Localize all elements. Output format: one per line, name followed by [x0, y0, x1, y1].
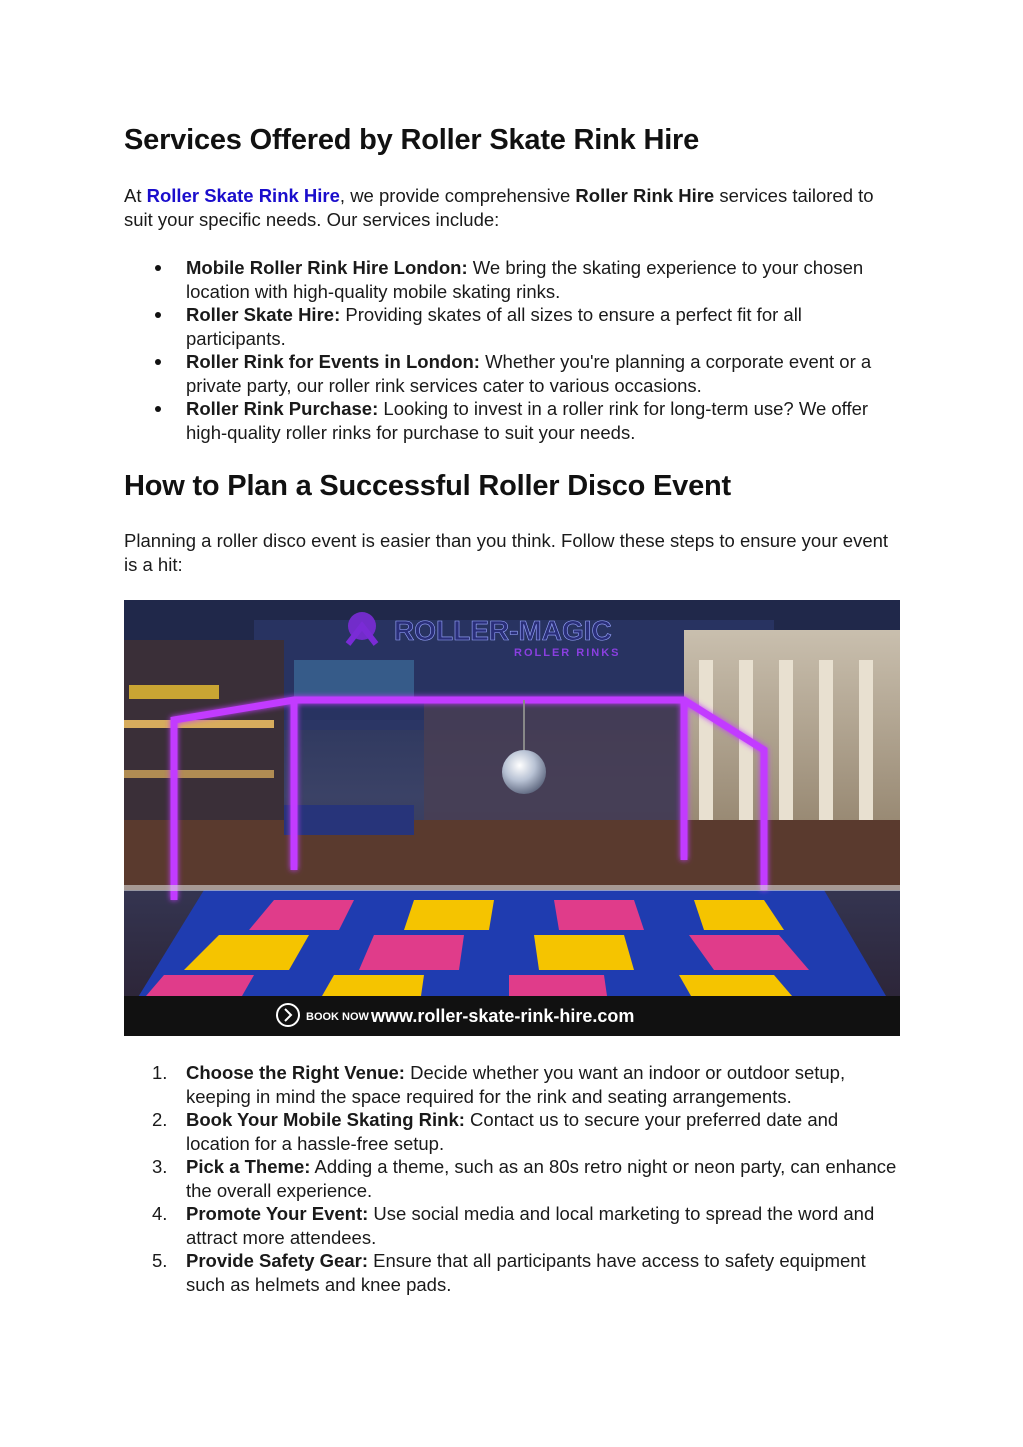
roller-rink-photo	[124, 600, 900, 1036]
plan-intro: Planning a roller disco event is easier than you think. Follow these steps to ensure your event is a hit:	[124, 530, 889, 575]
section-heading-plan: How to Plan a Successful Roller Disco Event	[124, 470, 732, 502]
list-item: Roller Skate Hire: Providing skates of all sizes to ensure a perfect fit for all participants.	[124, 303, 900, 350]
list-item: Roller Rink Purchase: Looking to invest in a roller rink for long-term use? We offer high-quality roller rinks for purchase to suit your needs.	[124, 397, 900, 444]
section-heading-services: Services Offered by Roller Skate Rink Hire	[124, 124, 700, 156]
list-item: 2. Book Your Mobile Skating Rink: Contact us to secure your preferred date and location for a hassle-free setup.	[152, 1109, 839, 1154]
svg-text:ROLLER-MAGIC: ROLLER-MAGIC	[394, 615, 612, 646]
svg-text:ROLLER RINKS: ROLLER RINKS	[514, 647, 621, 659]
list-item: 3. Pick a Theme: Adding a theme, such as an 80s retro night or neon party, can enhance the overall experience.	[152, 1156, 897, 1201]
svg-text:BOOK NOW: BOOK NOW	[306, 1011, 369, 1023]
bullet-icon	[155, 359, 161, 365]
disco-ball-icon	[502, 750, 546, 794]
list-item: Mobile Roller Rink Hire London: We bring the skating experience to your chosen location with high-quality mobile skating rinks.	[124, 256, 900, 303]
bullet-icon	[155, 406, 161, 412]
list-item: 5. Provide Safety Gear: Ensure that all participants have access to safety equipment such as helmets and knee pads.	[152, 1250, 866, 1295]
services-intro: At Roller Skate Rink Hire, we provide comprehensive Roller Rink Hire services tailored to suit your specific needs. Our services include:	[124, 185, 874, 230]
services-list	[124, 256, 900, 444]
website-url: www.roller-skate-rink-hire.com	[371, 1006, 635, 1026]
roller-skate-rink-hire-link[interactable]: Roller Skate Rink Hire	[146, 185, 340, 206]
list-item: 4. Promote Your Event: Use social media and local marketing to spread the word and attract more attendees.	[152, 1203, 875, 1248]
list-item: 1. Choose the Right Venue: Decide whether you want an indoor or outdoor setup, keeping in mind the space required for the rink and seating arrangements.	[152, 1062, 846, 1107]
list-item: Roller Rink for Events in London: Whether you're planning a corporate event or a private party, our roller rink services cater to various occasions.	[124, 350, 900, 397]
planning-steps	[124, 1061, 900, 1296]
bullet-icon	[155, 312, 161, 318]
rink-illustration	[124, 600, 900, 1036]
bullet-icon	[155, 265, 161, 271]
